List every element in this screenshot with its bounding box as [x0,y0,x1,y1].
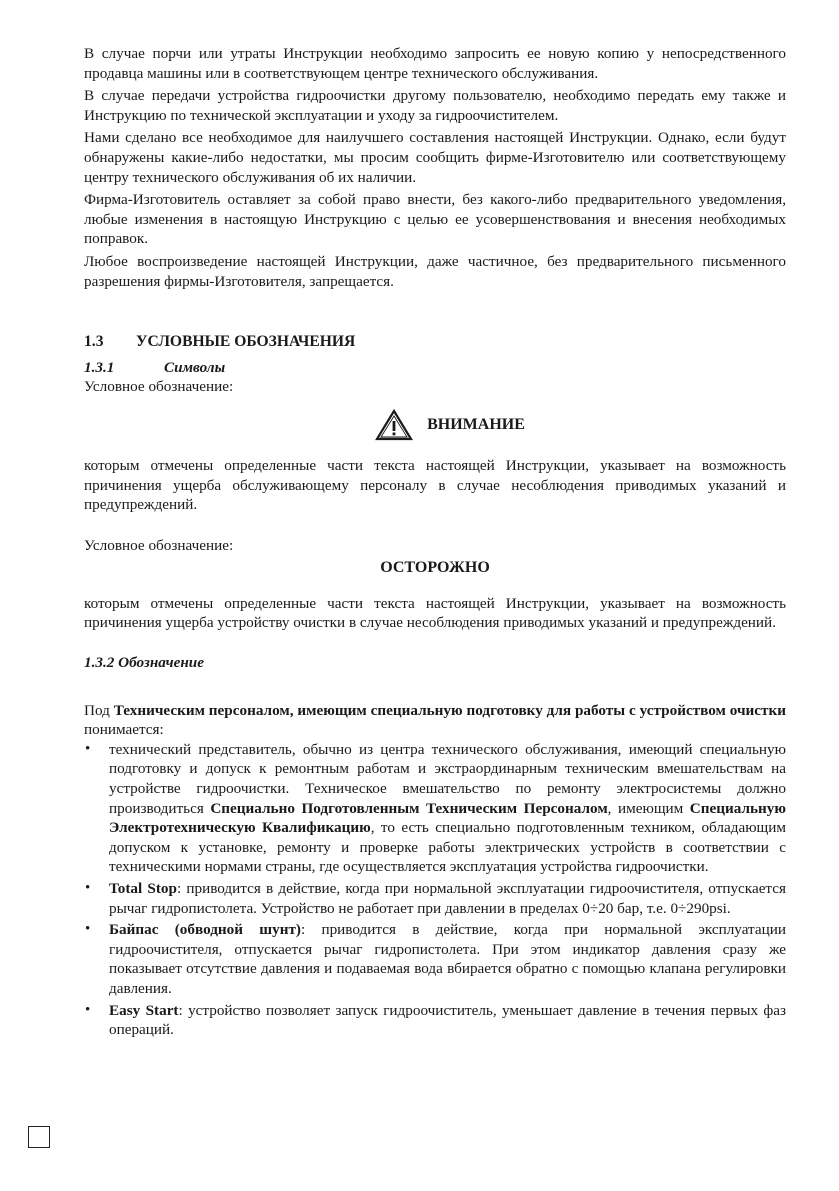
caution-label: ОСТОРОЖНО [380,559,490,577]
caution-description: которым отмечены определенные части текста настоящей Инструкции, указывает на возможность причинения ущерба устройству очистки в случае несоблюдения приводимых указаний и предупреждений. [84,594,786,632]
bullet-icon: • [85,1001,91,1018]
definition-prefix: Под [84,701,114,719]
bullet-icon: • [85,740,91,757]
definition-intro [84,701,786,740]
subsection-heading-symbols [84,358,786,378]
list-item: • Байпас (обводной шунт): приводится в действие, когда при нормальной эксплуатации гидроочистителя, отпускается рычаг гидропистолета. При этом индикатор давления сразу же показывает отсутствие давления и подаваемая вода вбирается обратно с помощью клапана регулировки давления. [85,921,786,997]
subsection-title: Символы [164,358,226,376]
warning-label: ВНИМАНИЕ [427,416,525,434]
intro-paragraph-3: Нами сделано все необходимое для наилучшего составления настоящей Инструкции. Однако, если будут обнаружены какие-либо недостатки, мы просим сообщить фирме-Изготовителю или соответствующему центру технического обслуживания об их наличии. [84,129,786,186]
bullet-icon: • [85,921,91,938]
symbol-label-caution: Условное обозначение: [84,536,234,554]
intro-paragraph-2: В случае передачи устройства гидроочистки другому пользователю, необходимо передать ему также и Инструкцию по технической эксплуатации и уходу за гидроочистителем. [84,87,786,124]
section-heading [84,332,786,352]
definition-list [84,740,786,1040]
list-item: • Total Stop: приводится в действие, когда при нормальной эксплуатации гидроочистителя, отпускается рычаг гидропистолета. Устройство не работает при давлении в пределах 0÷20 бар, т.е. 0÷290psi. [85,880,786,917]
caution-symbol [84,558,786,578]
bullet-icon: • [85,880,91,896]
list-item: • технический представитель, обычно из центра технического обслуживания, имеющий специальную подготовку и допуск к ремонтным работам и экстраординарным техническим вмешательствам на устройстве гидроочистки. Техническое вмешательство по ремонту электросистемы должно производиться Специально Подготовленным Техническим Персоналом, имеющим Специальную Электротехническую Квалификацию, то есть специально подготовленным техником, обладающим допуском к установке, ремонту и проверке работы электрических устройств в соответствии с техническими нормами страны, где осуществляется эксплуатация устройства гидроочистки. [85,740,786,876]
intro-paragraph-4: Фирма-Изготовитель оставляет за собой право внести, без какого-либо предварительного уведомления, любые изменения в настоящую Инструкцию с целью ее усовершенствования и внесения необходимых поправок. [84,191,786,248]
warning-description: которым отмечены определенные части текста настоящей Инструкции, указывает на возможность причинения ущерба обслуживающему персоналу в случае несоблюдения приводимых указаний и предупреждений. [84,456,786,514]
subsection-heading-designation: 1.3.2 Обозначение [84,654,204,672]
document-page [84,44,786,1042]
section-number: 1.3 [84,333,104,351]
list-item: • Easy Start: устройство позволяет запуск гидроочиститель, уменьшает давление в течения первых фаз операций. [85,1001,786,1039]
page-number-box [28,1126,50,1148]
definition-suffix: понимается: [84,721,164,739]
symbol-label-warning: Условное обозначение: [84,378,234,396]
intro-paragraph-1: В случае порчи или утраты Инструкции необходимо запросить ее новую копию у непосредственного продавца машины или в соответствующем центре технического обслуживания. [84,45,786,82]
section-title: УСЛОВНЫЕ ОБОЗНАЧЕНИЯ [136,333,356,351]
warning-symbol [84,409,786,441]
subsection-number: 1.3.1 [84,358,115,376]
intro-paragraph-5: Любое воспроизведение настоящей Инструкции, даже частичное, без предварительного письменного разрешения фирмы-Изготовителя, запрещается. [84,252,786,290]
definition-term: Техническим персоналом, имеющим специальную подготовку для работы с устройством очистки [113,701,786,719]
warning-triangle-icon [375,409,413,441]
